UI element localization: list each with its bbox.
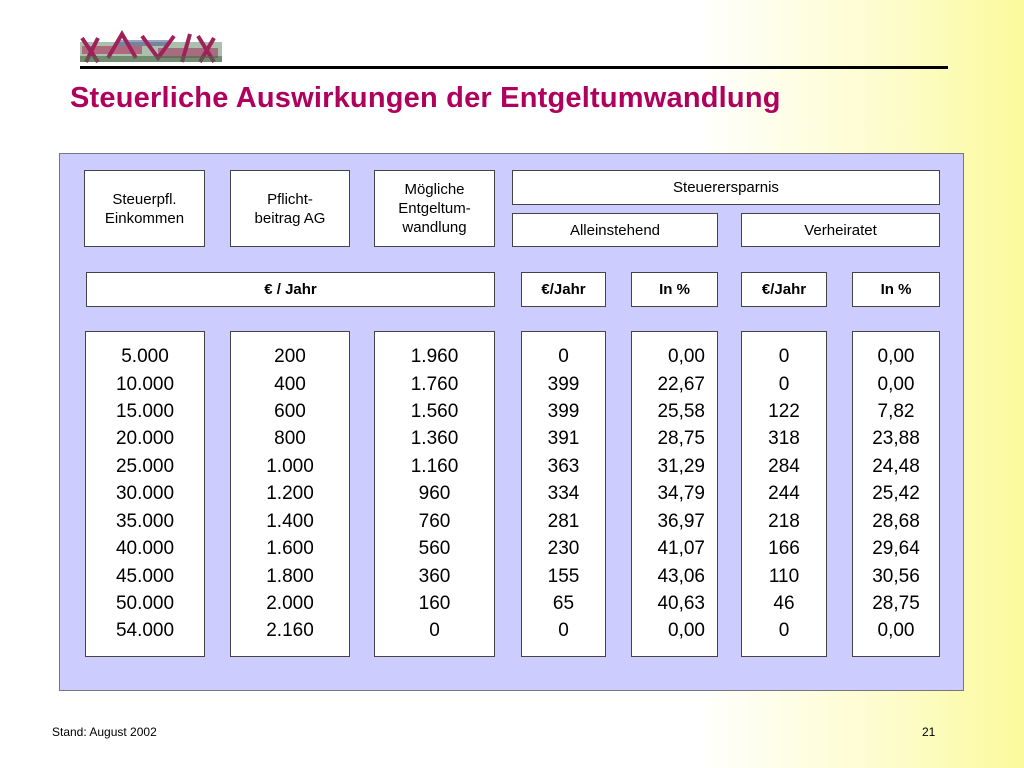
table-cell: 1.160 xyxy=(410,455,459,477)
table-cell: 65 xyxy=(552,592,575,614)
table-cell: 31,29 xyxy=(657,455,705,477)
table-cell: 25,58 xyxy=(657,401,705,423)
table-cell: 318 xyxy=(768,428,800,450)
table-cell: 122 xyxy=(768,401,800,423)
header-married: Verheiratet xyxy=(741,213,940,247)
table-cell: 0 xyxy=(429,620,440,642)
table-cell: 0 xyxy=(558,620,569,642)
footer-date: Stand: August 2002 xyxy=(52,725,157,739)
table-cell: 800 xyxy=(274,428,306,450)
column-single-euro xyxy=(521,331,606,657)
page-number: 21 xyxy=(922,725,936,739)
unit-married-percent: In % xyxy=(852,272,940,307)
table-cell: 334 xyxy=(547,483,580,505)
table-cell: 25.000 xyxy=(115,455,175,477)
table-cell: 46 xyxy=(773,592,795,614)
table-cell: 360 xyxy=(418,565,451,587)
table-cell: 0 xyxy=(778,346,790,368)
company-logo xyxy=(78,28,224,66)
table-cell: 399 xyxy=(547,373,580,395)
table-cell: 1.960 xyxy=(410,346,459,368)
table-cell: 200 xyxy=(274,346,306,368)
column-employer xyxy=(230,331,350,657)
table-cell: 230 xyxy=(547,538,580,560)
table-cell: 36,97 xyxy=(657,510,705,532)
table-cell: 1.400 xyxy=(266,510,314,532)
table-cell: 54.000 xyxy=(115,620,175,642)
table-cell: 110 xyxy=(768,565,800,587)
column-married-percent xyxy=(852,331,940,657)
table-cell: 28,75 xyxy=(657,428,705,450)
table-cell: 1.360 xyxy=(410,428,459,450)
table-cell: 600 xyxy=(274,401,306,423)
table-cell: 391 xyxy=(547,428,580,450)
table-cell: 1.760 xyxy=(410,373,459,395)
column-single-percent xyxy=(631,331,718,657)
table-cell: 166 xyxy=(768,538,800,560)
table-cell: 155 xyxy=(547,565,580,587)
table-cell: 1.800 xyxy=(266,565,314,587)
table-cell: 399 xyxy=(547,401,580,423)
table-cell: 1.560 xyxy=(410,401,459,423)
table-cell: 22,67 xyxy=(657,373,705,395)
table-cell: 1.600 xyxy=(266,538,314,560)
table-cell: 50.000 xyxy=(115,592,175,614)
table-cell: 160 xyxy=(418,592,451,614)
table-cell: 760 xyxy=(418,510,451,532)
table-cell: 23,88 xyxy=(872,428,920,450)
table-cell: 28,75 xyxy=(872,592,920,614)
table-cell: 28,68 xyxy=(872,510,920,532)
table-cell: 24,48 xyxy=(872,455,920,477)
table-cell: 20.000 xyxy=(115,428,175,450)
column-income xyxy=(85,331,205,657)
header-conversion: Mögliche Entgeltum- wandlung xyxy=(374,170,495,247)
unit-euro-year: € / Jahr xyxy=(86,272,495,307)
table-cell: 0 xyxy=(778,620,790,642)
table-cell: 363 xyxy=(547,455,580,477)
header-savings: Steuerersparnis xyxy=(512,170,940,205)
table-cell: 244 xyxy=(768,483,800,505)
header-employer: Pflicht- beitrag AG xyxy=(230,170,350,247)
table-cell: 7,82 xyxy=(877,401,915,423)
table-cell: 281 xyxy=(547,510,580,532)
table-cell: 0,00 xyxy=(877,373,915,395)
table-cell: 2.160 xyxy=(266,620,314,642)
table-cell: 45.000 xyxy=(115,565,175,587)
table-cell: 29,64 xyxy=(872,538,920,560)
table-cell: 34,79 xyxy=(657,483,705,505)
table-cell: 560 xyxy=(418,538,451,560)
column-conversion xyxy=(374,331,495,657)
table-cell: 400 xyxy=(274,373,306,395)
table-cell: 0,00 xyxy=(877,620,915,642)
table-cell: 40.000 xyxy=(115,538,175,560)
table-cell: 0,00 xyxy=(877,346,915,368)
table-cell: 41,07 xyxy=(657,538,705,560)
unit-married-euro: €/Jahr xyxy=(741,272,827,307)
table-cell: 25,42 xyxy=(872,483,920,505)
table-cell: 30,56 xyxy=(872,565,920,587)
header-single: Alleinstehend xyxy=(512,213,718,247)
table-cell: 40,63 xyxy=(657,592,705,614)
table-cell: 30.000 xyxy=(115,483,175,505)
page-title: Steuerliche Auswirkungen der Entgeltumwandlung xyxy=(70,82,781,114)
table-cell: 35.000 xyxy=(115,510,175,532)
table-cell: 960 xyxy=(418,483,451,505)
unit-single-percent: In % xyxy=(631,272,718,307)
table-cell: 0 xyxy=(778,373,790,395)
table-cell: 1.200 xyxy=(266,483,314,505)
header-income: Steuerpfl. Einkommen xyxy=(84,170,205,247)
table-cell: 0,00 xyxy=(668,346,705,368)
table-cell: 10.000 xyxy=(115,373,175,395)
table-cell: 0 xyxy=(558,346,569,368)
table-cell: 2.000 xyxy=(266,592,314,614)
table-cell: 5.000 xyxy=(121,346,169,368)
table-cell: 218 xyxy=(768,510,800,532)
table-cell: 43,06 xyxy=(657,565,705,587)
table-cell: 1.000 xyxy=(266,455,314,477)
table-cell: 0,00 xyxy=(668,620,705,642)
unit-single-euro: €/Jahr xyxy=(521,272,606,307)
table-cell: 15.000 xyxy=(115,401,175,423)
column-married-euro xyxy=(741,331,827,657)
title-rule xyxy=(80,66,948,69)
table-cell: 284 xyxy=(768,455,800,477)
